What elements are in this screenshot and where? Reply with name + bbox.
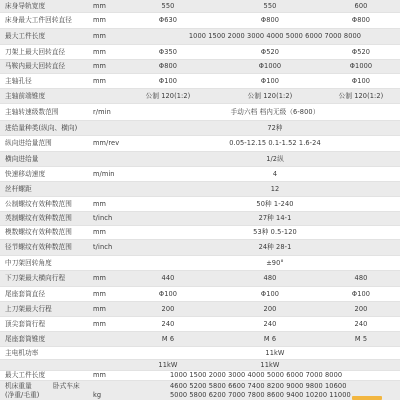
param-name: 刀架上最大回转直径 <box>5 47 66 56</box>
value-model-2: 240 <box>263 319 277 328</box>
table-row <box>0 182 400 197</box>
value-model-2: Φ100 <box>260 76 280 85</box>
value-model-1: 240 <box>161 319 175 328</box>
table-row <box>0 152 400 167</box>
table-row <box>0 287 400 302</box>
param-name: 尾座套筒直径 <box>5 289 46 298</box>
param-name: (净重/毛重) <box>5 391 40 400</box>
table-row <box>0 381 400 391</box>
value-all-models: 12 <box>270 184 280 193</box>
param-name: 纵向进给量范围 <box>5 139 52 148</box>
param-unit: mm <box>93 47 107 56</box>
value-model-2: 550 <box>263 1 277 10</box>
value-model-3: 480 <box>354 274 368 283</box>
table-row <box>0 240 400 256</box>
param-unit: mm <box>93 274 107 283</box>
value-model-3: Φ800 <box>351 16 371 25</box>
param-name: 进给量种类(纵向、横向) <box>5 123 78 132</box>
value-model-1: M 6 <box>161 334 175 343</box>
param-name: 下刀架最大横向行程 <box>5 274 66 283</box>
param-unit: t/inch <box>93 214 113 223</box>
table-row <box>0 347 400 360</box>
param-name: 快速移动速度 <box>5 169 46 178</box>
value-model-1: 550 <box>161 1 175 10</box>
value-model-2: M 6 <box>263 334 277 343</box>
param-unit: mm/rev <box>93 139 120 148</box>
value-model-1: 440 <box>161 274 175 283</box>
value-model-3: 240 <box>354 319 368 328</box>
param-unit: mm <box>93 289 107 298</box>
param-unit: mm <box>93 1 107 10</box>
param-name: 顶尖套筒行程 <box>5 319 46 328</box>
value-model-1: Φ100 <box>158 289 178 298</box>
param-name: 床身导轨宽度 <box>5 1 46 10</box>
param-unit: mm <box>93 228 107 237</box>
param-unit: mm <box>93 32 107 41</box>
value-all-models: 50种 1-240 <box>256 199 294 208</box>
value-model-1: Φ800 <box>158 62 178 71</box>
value-model-3: Φ100 <box>351 76 371 85</box>
value-all-models: 4 <box>272 169 278 178</box>
value-model-1: 200 <box>161 304 175 313</box>
value-all-models: 5000 5800 6200 7000 7800 8600 9400 10200 11000 <box>170 391 351 400</box>
value-model-2: 200 <box>263 304 277 313</box>
accent-mark <box>352 396 382 400</box>
value-all-models: 手动六档 档内无级（6-800） <box>230 107 320 116</box>
param-unit: r/min <box>93 107 111 116</box>
param-unit: t/inch <box>93 243 113 252</box>
value-all-models: 24种 28-1 <box>258 243 292 252</box>
table-row <box>0 271 400 287</box>
table-row <box>0 74 400 89</box>
table-row <box>0 45 400 60</box>
value-model-3: M 5 <box>354 334 368 343</box>
param-name: 主轴前端锥度 <box>5 91 46 100</box>
param-name: 最大工件长度 <box>5 371 46 380</box>
param-unit <box>93 152 153 166</box>
value-model-1: Φ630 <box>158 16 178 25</box>
value-model-2: Φ800 <box>260 16 280 25</box>
table-row <box>0 371 400 381</box>
value-all-models: 0.05-12.15 0.1-1.52 1.6-24 <box>229 139 321 148</box>
param-unit: m/min <box>93 169 115 178</box>
param-unit: mm <box>93 371 107 380</box>
value-all-models: 27种 14-1 <box>258 214 292 223</box>
value-model-3: 200 <box>354 304 368 313</box>
value-model-2: Φ100 <box>260 289 280 298</box>
param-name: 横向进给量 <box>5 154 39 163</box>
table-row <box>0 136 400 152</box>
value-model-3: 公制 120(1:2) <box>338 91 384 100</box>
param-unit: mm <box>93 319 107 328</box>
param-unit: mm <box>93 304 107 313</box>
value-model-3: Φ520 <box>351 47 371 56</box>
value-model-1: Φ100 <box>158 76 178 85</box>
value-model-2: 11kW <box>260 360 280 369</box>
param-name: 主轴转速级数范围 <box>5 107 59 116</box>
param-name: 机床重量 <box>5 381 32 390</box>
table-row <box>0 60 400 74</box>
param-unit <box>93 182 153 196</box>
table-row <box>0 212 400 226</box>
table-row <box>0 167 400 182</box>
table-row <box>0 29 400 45</box>
param-name: 主电机功率 <box>5 348 39 357</box>
table-row <box>0 226 400 240</box>
table-row <box>0 89 400 104</box>
param-name: 上刀架最大行程 <box>5 304 52 313</box>
value-model-1: Φ350 <box>158 47 178 56</box>
value-model-3: Φ1000 <box>349 62 373 71</box>
table-row <box>0 0 400 13</box>
value-all-models: 11kW <box>265 348 285 357</box>
param-name: 丝杆螺距 <box>5 184 32 193</box>
value-all-models: 72种 <box>267 123 283 132</box>
param-name: 径节螺纹有效种数范围 <box>5 243 72 252</box>
value-all-models: 1000 1500 2000 3000 4000 5000 6000 7000 8000 <box>188 32 362 41</box>
table-row <box>0 104 400 121</box>
param-name: 英制螺纹有效种数范围 <box>5 214 72 223</box>
param-unit: kg <box>93 391 102 400</box>
param-unit: mm <box>93 16 107 25</box>
table-row <box>0 197 400 212</box>
value-model-2: Φ520 <box>260 47 280 56</box>
param-unit: mm <box>93 199 107 208</box>
param-name: 床身最大工件回转直径 <box>5 16 72 25</box>
param-name: 模数螺纹有效种数范围 <box>5 228 72 237</box>
param-unit: mm <box>93 76 107 85</box>
table-row <box>0 256 400 271</box>
param-name: 公制螺纹有效种数范围 <box>5 199 72 208</box>
value-model-3: Φ100 <box>351 289 371 298</box>
param-name: 马鞍内最大回转直径 <box>5 62 66 71</box>
value-model-2: 480 <box>263 274 277 283</box>
value-all-models: 1000 1500 2000 3000 4000 5000 6000 7000 8000 <box>170 371 343 380</box>
param-unit <box>93 256 153 270</box>
param-unit: mm <box>93 62 107 71</box>
value-model-2: 公制 120(1:2) <box>247 91 293 100</box>
table-row <box>0 332 400 347</box>
param-unit <box>93 347 153 359</box>
param-name: 中刀架回转角度 <box>5 258 52 267</box>
table-row <box>0 13 400 29</box>
value-all-models: 4600 5200 5800 6600 7400 8200 9000 9800 10600 <box>170 381 347 390</box>
value-all-models: 1/2纵 <box>266 154 284 163</box>
value-all-models: 53种 0.5-120 <box>253 228 297 237</box>
param-name: 主轴孔径 <box>5 76 32 85</box>
param-name: 尾座套筒锥度 <box>5 334 46 343</box>
table-row <box>0 360 400 371</box>
param-sub: 卧式车床 <box>53 381 80 390</box>
table-row <box>0 121 400 136</box>
value-model-1: 11kW <box>158 360 178 369</box>
value-model-3: 600 <box>354 1 368 10</box>
value-all-models: ±90° <box>266 258 284 267</box>
value-model-1: 公制 120(1:2) <box>145 91 191 100</box>
param-name: 最大工件长度 <box>5 32 46 41</box>
table-row <box>0 302 400 317</box>
value-model-2: Φ1000 <box>258 62 282 71</box>
table-row <box>0 391 400 400</box>
table-row <box>0 317 400 332</box>
param-unit <box>93 121 153 135</box>
